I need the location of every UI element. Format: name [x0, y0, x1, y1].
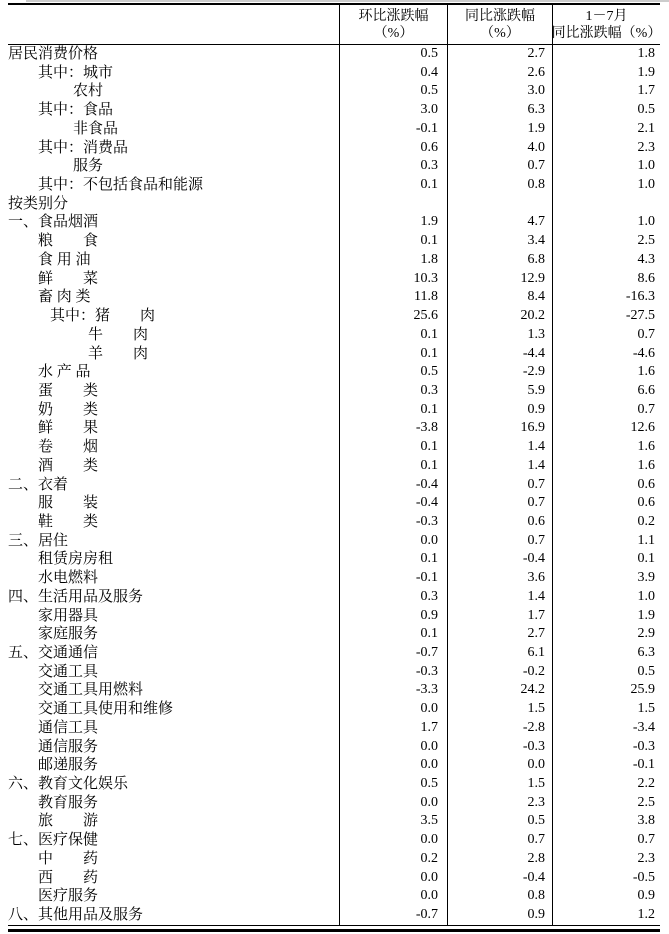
row-label: 奶 类 [38, 401, 99, 418]
cell-ytd: -4.6 [552, 345, 660, 364]
table-row [8, 176, 660, 195]
cell-ytd: 2.5 [552, 232, 660, 251]
row-label: 通信工具 [38, 719, 99, 736]
table-row [8, 345, 660, 364]
cell-ytd: 2.5 [552, 794, 660, 813]
table-row [8, 195, 660, 214]
row-label: 农村 [73, 83, 104, 100]
cell-mom: 0.5 [339, 45, 447, 64]
cell-mom: -0.4 [339, 476, 447, 495]
table-row [8, 64, 660, 83]
row-label: 粮 食 [38, 233, 99, 250]
table-row [8, 663, 660, 682]
cell-mom: 0.1 [339, 401, 447, 420]
cell-mom: -0.7 [339, 906, 447, 925]
row-label: 交通工具用燃料 [38, 682, 144, 699]
cell-mom: 3.0 [339, 101, 447, 120]
cell-mom: 0.1 [339, 457, 447, 476]
table-row [8, 812, 660, 831]
cell-ytd: 2.3 [552, 850, 660, 869]
cell-mom: 0.0 [339, 869, 447, 888]
row-label: 医疗服务 [38, 888, 99, 905]
row-label: 教育服务 [38, 794, 99, 811]
cell-yoy: 3.0 [447, 82, 552, 101]
cell-ytd: 1.0 [552, 157, 660, 176]
table-row [8, 756, 660, 775]
row-label: 八、其他用品及服务 [8, 907, 144, 924]
row-label: 蛋 类 [38, 382, 99, 399]
cell-yoy: 1.7 [447, 607, 552, 626]
cell-ytd: 8.6 [552, 270, 660, 289]
cell-yoy: 1.5 [447, 775, 552, 794]
cell-ytd: 0.7 [552, 401, 660, 420]
row-label: 其中：不包括食品和能源 [38, 177, 204, 194]
cell-ytd: -27.5 [552, 307, 660, 326]
cell-mom: 0.5 [339, 82, 447, 101]
row-label: 服 装 [38, 495, 99, 512]
table-row [8, 251, 660, 270]
cell-mom: 0.0 [339, 738, 447, 757]
row-label: 其中：猪 肉 [50, 308, 156, 325]
table-row [8, 625, 660, 644]
cell-mom: 3.5 [339, 812, 447, 831]
cell-ytd: 6.6 [552, 382, 660, 401]
cell-ytd: -3.4 [552, 719, 660, 738]
cell-mom: 10.3 [339, 270, 447, 289]
cell-ytd: 12.6 [552, 419, 660, 438]
table-row [8, 831, 660, 850]
row-label: 其中：城市 [38, 64, 114, 81]
table-row [8, 101, 660, 120]
row-label: 卷 烟 [38, 439, 99, 456]
cell-mom [339, 195, 447, 214]
table-row [8, 457, 660, 476]
cell-yoy: 5.9 [447, 382, 552, 401]
table-row [8, 213, 660, 232]
cell-ytd: 0.5 [552, 101, 660, 120]
table-row [8, 869, 660, 888]
cell-mom: -0.4 [339, 494, 447, 513]
cell-ytd: 1.8 [552, 45, 660, 64]
row-label: 三、居住 [8, 532, 69, 549]
cell-mom: 0.5 [339, 775, 447, 794]
cell-ytd: 0.7 [552, 326, 660, 345]
col-header-mom-line1: 环比涨跌幅 [358, 8, 429, 24]
cell-mom: 0.6 [339, 139, 447, 158]
table-row [8, 887, 660, 906]
cell-ytd: 0.6 [552, 494, 660, 513]
cell-ytd: 0.9 [552, 887, 660, 906]
row-label: 四、生活用品及服务 [8, 588, 144, 605]
cell-mom: -3.8 [339, 419, 447, 438]
cell-ytd: 1.0 [552, 213, 660, 232]
col-header-ytd-line2: 同比涨跌幅（%） [551, 25, 662, 41]
cell-yoy: 0.7 [447, 157, 552, 176]
cell-yoy: 12.9 [447, 270, 552, 289]
cell-yoy: 0.8 [447, 887, 552, 906]
col-header-yoy-line1: 同比涨跌幅 [465, 8, 535, 24]
table-row [8, 45, 660, 64]
cell-yoy: -0.4 [447, 869, 552, 888]
cell-yoy: -4.4 [447, 345, 552, 364]
row-label: 六、教育文化娱乐 [8, 776, 129, 793]
cell-ytd: -0.1 [552, 756, 660, 775]
cell-mom: 1.7 [339, 719, 447, 738]
table-row [8, 700, 660, 719]
row-label: 家用器具 [38, 607, 99, 624]
cell-yoy: 2.7 [447, 625, 552, 644]
cell-ytd: 3.9 [552, 569, 660, 588]
cell-ytd: 1.9 [552, 64, 660, 83]
row-label: 中 药 [38, 850, 99, 867]
cell-mom: 0.0 [339, 794, 447, 813]
row-label: 其中：消费品 [38, 139, 129, 156]
cell-ytd: 1.0 [552, 176, 660, 195]
table-row [8, 607, 660, 626]
cell-yoy: 0.8 [447, 176, 552, 195]
table-row [8, 307, 660, 326]
cell-ytd: 0.1 [552, 550, 660, 569]
row-label: 鲜 果 [38, 420, 99, 437]
table-row [8, 644, 660, 663]
cell-yoy: 0.9 [447, 906, 552, 925]
table-row [8, 401, 660, 420]
table-row [8, 719, 660, 738]
row-label: 羊 肉 [88, 345, 149, 362]
table-row [8, 550, 660, 569]
cell-yoy: 1.5 [447, 700, 552, 719]
cell-mom: -0.7 [339, 644, 447, 663]
cell-ytd: -16.3 [552, 288, 660, 307]
col-header-mom-line2: （%） [373, 25, 414, 41]
table-row [8, 288, 660, 307]
table-row [8, 738, 660, 757]
cell-yoy: 1.9 [447, 120, 552, 139]
table-row [8, 157, 660, 176]
row-label: 牛 肉 [88, 326, 149, 343]
table-row [8, 775, 660, 794]
row-label: 通信服务 [38, 738, 99, 755]
table-body [8, 45, 660, 926]
cell-yoy: 4.0 [447, 139, 552, 158]
row-label: 邮递服务 [38, 757, 99, 774]
row-label: 服务 [73, 158, 104, 175]
cell-yoy: 2.3 [447, 794, 552, 813]
cell-mom: 0.0 [339, 831, 447, 850]
cell-yoy: 2.6 [447, 64, 552, 83]
row-label: 其中：食品 [38, 102, 114, 119]
page-top-hairline [26, 0, 669, 2]
table-row [8, 326, 660, 345]
cell-yoy: 4.7 [447, 213, 552, 232]
cell-mom: -0.1 [339, 569, 447, 588]
row-label: 一、食品烟酒 [8, 214, 99, 231]
cell-yoy: 20.2 [447, 307, 552, 326]
col-header-yoy [447, 5, 552, 44]
cell-ytd: 4.3 [552, 251, 660, 270]
header-label-spacer [8, 5, 339, 44]
cell-mom: 0.1 [339, 345, 447, 364]
cell-mom: 0.2 [339, 850, 447, 869]
table-row [8, 588, 660, 607]
cell-yoy: 1.4 [447, 457, 552, 476]
cell-mom: 0.5 [339, 363, 447, 382]
cell-ytd: 1.5 [552, 700, 660, 719]
cell-yoy: 2.8 [447, 850, 552, 869]
row-label: 水电燃料 [38, 570, 99, 587]
cell-ytd: 0.2 [552, 513, 660, 532]
cpi-table [8, 3, 660, 932]
row-label: 交通工具 [38, 663, 99, 680]
cell-ytd: 1.6 [552, 363, 660, 382]
cell-ytd: 1.9 [552, 607, 660, 626]
table-row [8, 494, 660, 513]
cell-yoy: 6.3 [447, 101, 552, 120]
cell-yoy: 0.7 [447, 494, 552, 513]
table-row [8, 850, 660, 869]
cell-mom: 0.0 [339, 756, 447, 775]
cell-mom: 0.1 [339, 438, 447, 457]
table-row [8, 681, 660, 700]
cell-yoy: 1.4 [447, 588, 552, 607]
cell-yoy: 8.4 [447, 288, 552, 307]
table-row [8, 232, 660, 251]
cell-yoy: 0.9 [447, 401, 552, 420]
cell-ytd: 2.3 [552, 139, 660, 158]
table-row [8, 270, 660, 289]
cell-mom: 0.3 [339, 588, 447, 607]
cell-ytd: 1.6 [552, 438, 660, 457]
cell-yoy: 16.9 [447, 419, 552, 438]
cell-ytd: -0.5 [552, 869, 660, 888]
cell-ytd: 6.3 [552, 644, 660, 663]
cell-mom: -0.1 [339, 120, 447, 139]
table-row [8, 382, 660, 401]
cell-mom: 0.0 [339, 532, 447, 551]
table-row [8, 476, 660, 495]
cell-ytd [552, 195, 660, 214]
cell-mom: 0.1 [339, 550, 447, 569]
cell-yoy: 6.8 [447, 251, 552, 270]
cell-ytd: 1.0 [552, 588, 660, 607]
cell-yoy: 24.2 [447, 681, 552, 700]
cell-yoy: 3.4 [447, 232, 552, 251]
row-label: 五、交通通信 [8, 645, 99, 661]
cell-mom: 0.1 [339, 625, 447, 644]
table-row [8, 794, 660, 813]
row-label: 按类别分 [8, 195, 69, 212]
cell-mom: 0.1 [339, 176, 447, 195]
cell-mom: -3.3 [339, 681, 447, 700]
cell-ytd: 1.6 [552, 457, 660, 476]
cell-ytd: 2.2 [552, 775, 660, 794]
cell-yoy: -0.4 [447, 550, 552, 569]
cell-mom: -0.3 [339, 663, 447, 682]
cell-mom: 1.9 [339, 213, 447, 232]
table-row [8, 363, 660, 382]
cell-yoy: -2.9 [447, 363, 552, 382]
cell-yoy: 2.7 [447, 45, 552, 64]
row-label: 家庭服务 [38, 626, 99, 643]
row-label: 水 产 品 [38, 364, 91, 381]
table-row [8, 532, 660, 551]
cell-ytd: 0.6 [552, 476, 660, 495]
table-row [8, 438, 660, 457]
table-row [8, 419, 660, 438]
cell-ytd: 1.1 [552, 532, 660, 551]
col-header-yoy-line2: （%） [480, 25, 520, 41]
cell-mom: 0.0 [339, 887, 447, 906]
cell-yoy: 0.6 [447, 513, 552, 532]
cell-mom: -0.3 [339, 513, 447, 532]
table-row [8, 906, 660, 925]
col-header-mom [339, 5, 447, 44]
row-label: 鞋 类 [38, 513, 99, 530]
row-label: 旅 游 [38, 813, 99, 830]
cell-mom: 1.8 [339, 251, 447, 270]
cell-yoy: 0.0 [447, 756, 552, 775]
cell-mom: 0.4 [339, 64, 447, 83]
row-label: 交通工具使用和维修 [38, 701, 174, 718]
row-label: 鲜 菜 [38, 270, 99, 287]
cell-mom: 0.3 [339, 382, 447, 401]
table-header [8, 3, 660, 45]
cell-yoy: 3.6 [447, 569, 552, 588]
cell-mom: 0.1 [339, 326, 447, 345]
cell-yoy: -2.8 [447, 719, 552, 738]
cell-yoy [447, 195, 552, 214]
cell-ytd: 2.9 [552, 625, 660, 644]
cell-ytd: 0.5 [552, 663, 660, 682]
cell-yoy: 1.3 [447, 326, 552, 345]
row-label: 七、医疗保健 [8, 832, 99, 849]
cell-ytd: 1.2 [552, 906, 660, 925]
table-row [8, 569, 660, 588]
col-header-ytd-line1: 1－7月 [585, 8, 628, 24]
cell-yoy: 0.7 [447, 532, 552, 551]
cell-ytd: 0.7 [552, 831, 660, 850]
table-row [8, 120, 660, 139]
cell-mom: 0.1 [339, 232, 447, 251]
cell-ytd: 3.8 [552, 812, 660, 831]
cell-mom: 0.3 [339, 157, 447, 176]
table-row [8, 82, 660, 101]
row-label: 租赁房房租 [38, 551, 114, 568]
cell-yoy: 6.1 [447, 644, 552, 663]
row-label: 居民消费价格 [8, 46, 99, 62]
cell-yoy: 0.7 [447, 831, 552, 850]
cell-ytd: -0.3 [552, 738, 660, 757]
cell-ytd: 1.7 [552, 82, 660, 101]
row-label: 二、衣着 [8, 476, 69, 493]
row-label: 食 用 油 [38, 251, 91, 268]
row-label: 非食品 [73, 120, 119, 137]
col-header-ytd [552, 5, 660, 44]
row-label: 畜 肉 类 [38, 289, 91, 306]
cell-ytd: 25.9 [552, 681, 660, 700]
table-bottom-rule [8, 929, 660, 932]
table-row [8, 139, 660, 158]
cell-yoy: 0.5 [447, 812, 552, 831]
cell-yoy: 0.7 [447, 476, 552, 495]
cell-mom: 0.9 [339, 607, 447, 626]
cell-mom: 25.6 [339, 307, 447, 326]
table-row [8, 513, 660, 532]
cell-mom: 0.0 [339, 700, 447, 719]
cell-yoy: -0.2 [447, 663, 552, 682]
cell-yoy: 1.4 [447, 438, 552, 457]
cell-yoy: -0.3 [447, 738, 552, 757]
row-label: 酒 类 [38, 457, 99, 474]
row-label: 西 药 [38, 869, 99, 886]
cell-mom: 11.8 [339, 288, 447, 307]
cell-ytd: 2.1 [552, 120, 660, 139]
